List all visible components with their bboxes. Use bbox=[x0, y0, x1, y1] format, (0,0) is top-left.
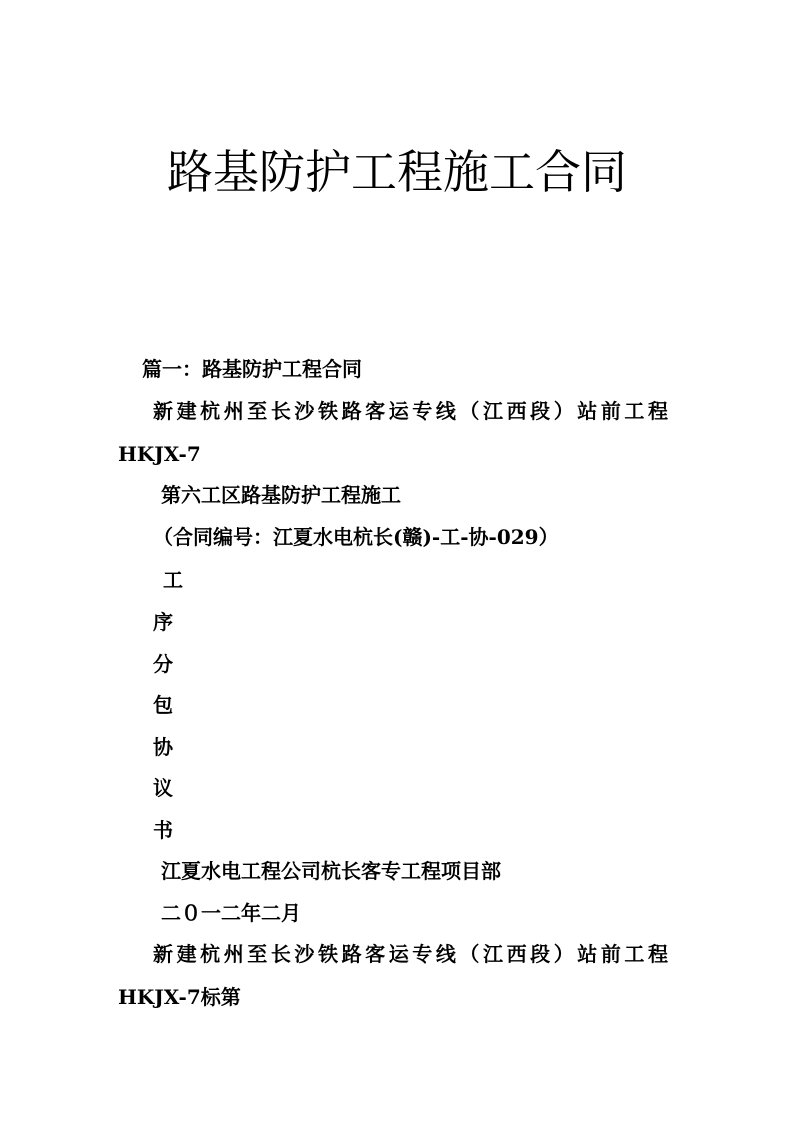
vertical-title-char: 序 bbox=[153, 610, 173, 634]
vertical-title-char: 议 bbox=[153, 776, 173, 800]
project-name-line-repeat: 新建杭州至长沙铁路客运专线（江西段）站前工程 bbox=[153, 942, 668, 966]
vertical-title-char: 协 bbox=[153, 735, 173, 759]
vertical-title-char: 工 bbox=[163, 568, 183, 592]
project-name-line: 新建杭州至长沙铁路客运专线（江西段）站前工程 bbox=[153, 399, 668, 423]
section-heading: 篇一：路基防护工程合同 bbox=[142, 357, 362, 381]
bid-section-line: HKJX-7标第 bbox=[118, 985, 241, 1009]
document-title: 路基防护工程施工合同 bbox=[167, 145, 627, 199]
work-area-line: 第六工区路基防护工程施工 bbox=[161, 483, 401, 507]
vertical-title-char: 分 bbox=[153, 652, 173, 676]
vertical-title-char: 书 bbox=[153, 818, 173, 842]
contract-number-line: （合同编号：江夏水电杭长(赣)-工-协-029） bbox=[153, 525, 559, 549]
date-line: 二０一二年二月 bbox=[161, 901, 301, 925]
bid-section-code: HKJX-7 bbox=[118, 442, 201, 466]
project-department-line: 江夏水电工程公司杭长客专工程项目部 bbox=[161, 859, 501, 883]
vertical-title-char: 包 bbox=[153, 693, 173, 717]
